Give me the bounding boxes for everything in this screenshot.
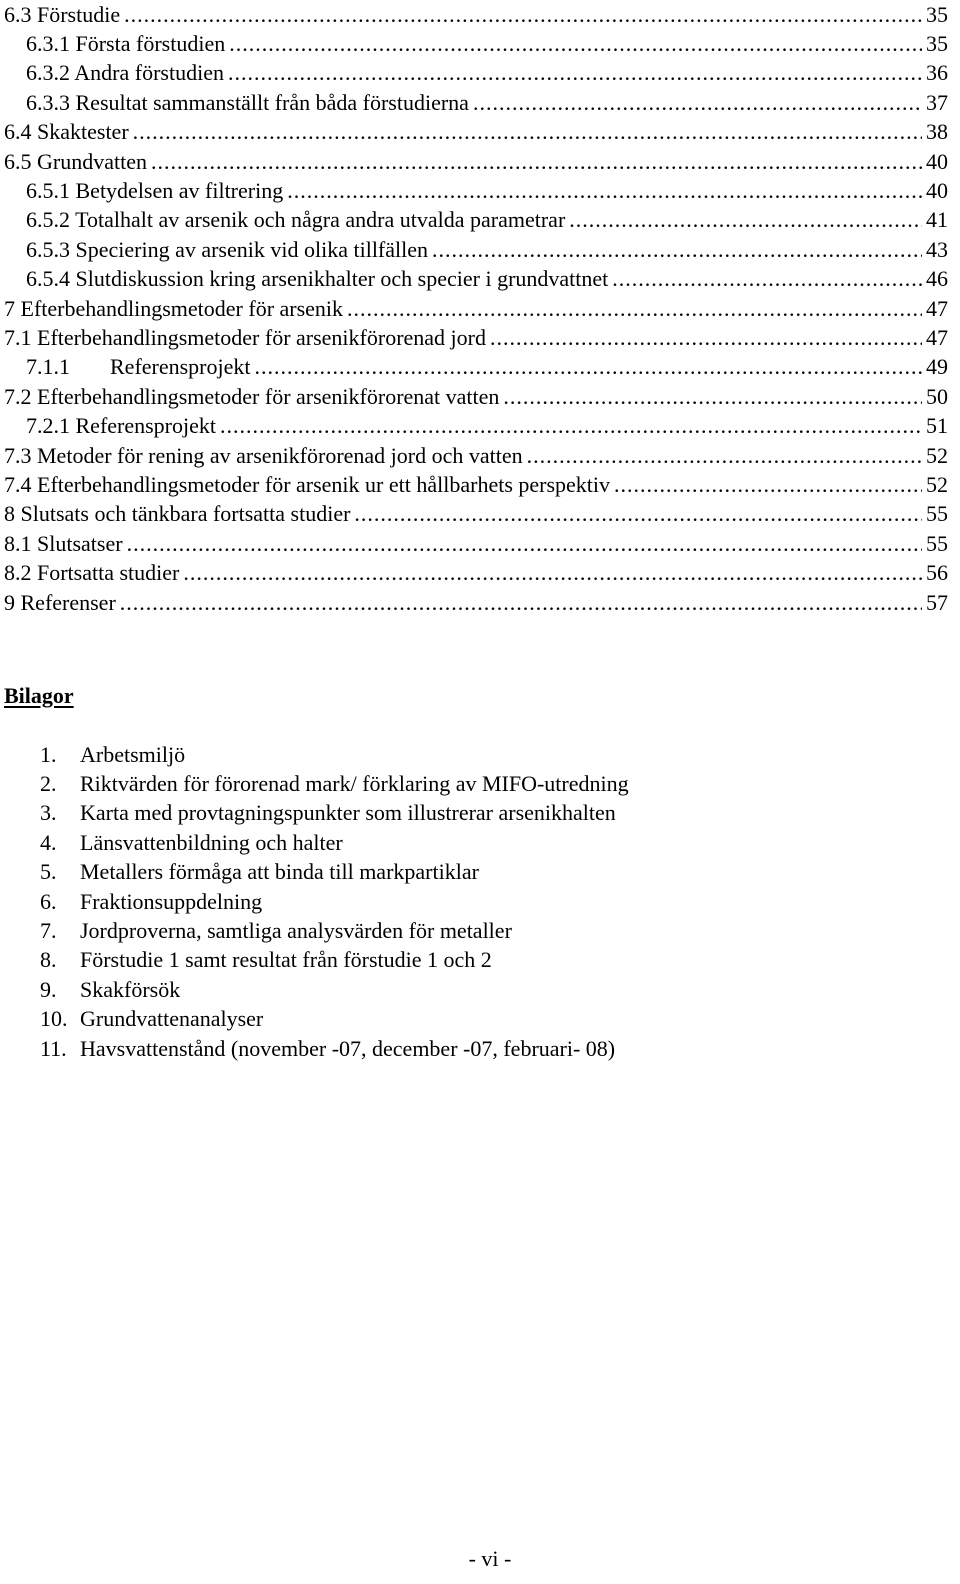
toc-entry-page: 50 [926,383,948,409]
appendix-item [40,1034,629,1063]
appendix-item-number: 3. [40,800,57,826]
toc-entry[interactable] [4,118,948,147]
toc-dot-leader [354,501,922,527]
toc-dot-leader [255,354,923,380]
toc-entry-page: 51 [926,413,948,439]
toc-entry-page: 43 [926,236,948,262]
toc-entry[interactable] [4,470,948,499]
toc-entry[interactable] [4,558,948,587]
toc-entry[interactable] [4,294,948,323]
toc-entry[interactable] [4,29,948,58]
toc-entry[interactable] [4,0,948,29]
appendix-item [40,916,629,945]
toc-entry[interactable] [4,323,948,352]
appendix-item-number: 1. [40,741,57,767]
toc-entry-title [26,354,251,380]
appendix-item [40,975,629,1004]
appendix-item-text: Grundvattenanalyser [80,1006,264,1032]
page-number: - vi - [468,1546,512,1571]
toc-entry-page: 46 [926,266,948,292]
appendix-item-text: Länsvattenbildning och halter [80,829,343,855]
toc-entry-text: Referensprojekt [110,354,251,380]
toc-dot-leader [120,590,922,616]
toc-entry-title: 7.2 Efterbehandlingsmetoder för arsenikförorenat vatten [4,383,500,409]
toc-entry-number: 7.1.1 [26,354,70,380]
toc-entry[interactable] [4,59,948,88]
toc-entry-title: 6.5 Grundvatten [4,148,147,174]
toc-entry-title: 6.5.3 Speciering av arsenik vid olika tillfällen [26,236,429,262]
appendix-item-text: Fraktionsuppdelning [80,888,263,914]
toc-entry-title: 8 Slutsats och tänkbara fortsatta studier [4,501,351,527]
toc-dot-leader [612,266,922,292]
toc-dot-leader [490,325,922,351]
appendix-item [40,769,629,798]
appendix-item [40,946,629,975]
toc-entry[interactable] [4,147,948,176]
toc-entry-title: 7.2.1 Referensprojekt [26,413,216,439]
appendix-item-text: Riktvärden för förorenad mark/ förklaring av MIFO-utredning [80,771,629,797]
toc-entry[interactable] [4,500,948,529]
toc-entry-title: 6.3.1 Första förstudien [26,31,226,57]
toc-entry[interactable] [4,411,948,440]
toc-entry[interactable] [4,206,948,235]
appendix-item [40,799,629,828]
toc-dot-leader [133,119,922,145]
toc-dot-leader [569,207,922,233]
toc-entry-title: 6.5.2 Totalhalt av arsenik och några andra utvalda parametrar [26,207,566,233]
toc-entry-title: 6.5.1 Betydelsen av filtrering [26,178,284,204]
toc-entry-title: 7 Efterbehandlingsmetoder för arsenik [4,295,344,321]
toc-dot-leader [503,384,922,410]
toc-entry-title: 8.1 Slutsatser [4,530,123,556]
toc-dot-leader [124,2,922,28]
toc-dot-leader [229,31,922,57]
toc-entry-page: 55 [926,530,948,556]
appendix-item-number: 4. [40,829,57,855]
appendix-item-number: 9. [40,976,57,1002]
appendix-list [40,740,629,1063]
toc-entry[interactable] [4,88,948,117]
appendix-item [40,887,629,916]
toc-entry-page: 52 [926,442,948,468]
toc-entry-page: 35 [926,31,948,57]
toc-entry[interactable] [4,588,948,617]
toc-dot-leader [220,413,922,439]
toc-entry-title: 6.3.2 Andra förstudien [26,60,224,86]
appendix-item-text: Havsvattenstånd (november -07, december -07, februari- 08) [80,1035,616,1061]
appendix-item [40,740,629,769]
toc-entry-title: 8.2 Fortsatta studier [4,560,180,586]
appendix-item-number: 11. [40,1035,67,1061]
toc-entry[interactable] [4,176,948,205]
appendix-item-text: Karta med provtagningspunkter som illustrerar arsenikhalten [80,800,616,826]
toc-entry[interactable] [4,235,948,264]
appendix-heading: Bilagor [4,683,74,708]
toc-dot-leader [527,443,922,469]
appendix-item-number: 6. [40,888,57,914]
toc-entry-title: 7.4 Efterbehandlingsmetoder för arsenik ur ett hållbarhets perspektiv [4,471,611,497]
toc-entry-page: 36 [926,60,948,86]
toc-entry-page: 38 [926,119,948,145]
appendix-item-number: 10. [40,1006,68,1032]
table-of-contents [4,0,948,617]
toc-entry-page: 56 [926,560,948,586]
toc-entry[interactable] [4,441,948,470]
toc-entry-page: 40 [926,148,948,174]
toc-dot-leader [183,560,922,586]
toc-entry[interactable] [4,265,948,294]
toc-entry-title: 6.5.4 Slutdiskussion kring arsenikhalter och specier i grundvattnet [26,266,609,292]
toc-entry-page: 49 [926,354,948,380]
toc-dot-leader [432,237,922,263]
appendix-item-number: 2. [40,771,57,797]
appendix-item-number: 8. [40,947,57,973]
toc-entry-page: 47 [926,324,948,350]
toc-dot-leader [127,531,922,557]
toc-entry-page: 47 [926,295,948,321]
appendix-item-text: Skakförsök [80,976,181,1002]
toc-dot-leader [151,149,922,175]
toc-entry-title: 7.1 Efterbehandlingsmetoder för arsenikförorenad jord [4,324,486,350]
toc-entry-page: 35 [926,1,948,27]
appendix-item-number: 7. [40,918,57,944]
toc-dot-leader [614,472,922,498]
toc-dot-leader [228,60,922,86]
toc-entry-title: 9 Referenser [4,589,116,615]
toc-entry-page: 41 [926,207,948,233]
toc-dot-leader [287,178,922,204]
appendix-item-text: Arbetsmiljö [80,741,186,767]
appendix-item-text: Metallers förmåga att binda till markpartiklar [80,859,479,885]
toc-entry-title: 7.3 Metoder för rening av arsenikförorenad jord och vatten [4,442,523,468]
toc-entry[interactable] [4,382,948,411]
toc-entry-title: 6.4 Skaktester [4,119,129,145]
appendix-item-text: Jordproverna, samtliga analysvärden för metaller [80,918,512,944]
appendix-item [40,858,629,887]
toc-entry-page: 37 [926,89,948,115]
toc-dot-leader [347,296,922,322]
appendix-item-number: 5. [40,859,57,885]
toc-dot-leader [473,90,922,116]
toc-entry-page: 57 [926,589,948,615]
appendix-item-text: Förstudie 1 samt resultat från förstudie 1 och 2 [80,947,492,973]
appendix-item [40,1005,629,1034]
appendix-item [40,828,629,857]
toc-entry-page: 52 [926,471,948,497]
toc-entry[interactable] [4,529,948,558]
toc-entry-title: 6.3 Förstudie [4,1,121,27]
toc-entry-page: 40 [926,178,948,204]
toc-entry[interactable] [4,353,948,382]
toc-entry-title: 6.3.3 Resultat sammanställt från båda förstudierna [26,89,469,115]
toc-entry-page: 55 [926,501,948,527]
